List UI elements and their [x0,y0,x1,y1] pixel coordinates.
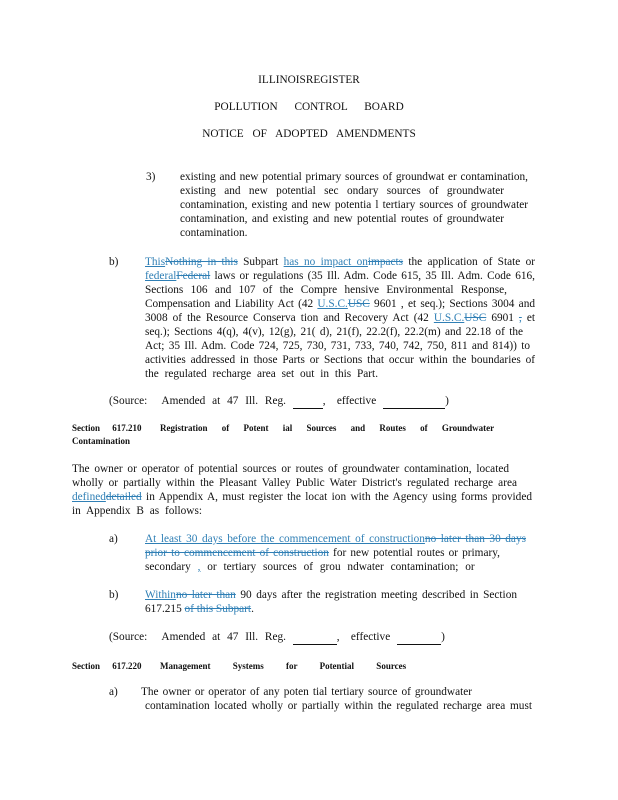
deletion: Federal [176,270,211,282]
section-220-title: Management Systems for Potential Sources [160,661,407,671]
section-220-number: Section 617.220 [72,661,142,671]
item-b-marker: b) [109,256,119,268]
effective-date-blank [397,631,441,645]
deletion: Nothing in this [165,256,238,268]
section-210-number: Section 617.210 [72,423,142,433]
insertion: federal [145,270,177,282]
deletion: prior to commencement of construction [145,547,329,559]
section-210-title: Registration of Potent ial Sources and Routes of Groundwater [160,423,495,433]
item-3-line: existing and new potential sec ondary sources of groundwater [180,185,504,197]
item-b-line-5: 3008 of the Resource Conserva tion and Recovery Act (42 U.S.C.USC 6901 , et [145,312,535,324]
item-a220-line-1: The owner or operator of any poten tial tertiary source of groundwater [141,686,472,698]
item-a220-line-2: contamination located wholly or partially within the regulated recharge area must [145,700,532,712]
insertion: This [145,256,166,268]
insertion: U.S.C. [317,298,348,310]
para-210-line-4: in Appendix B as follows: [72,505,202,517]
register-title: ILLINOISREGISTER [258,74,360,86]
section-210-title-cont: Contamination [72,436,131,446]
insertion: At least 30 days before the commencement of construction [145,533,425,545]
insertion: , [197,561,201,573]
item-a-marker: a) [109,533,118,545]
notice-title: NOTICE OF ADOPTED AMENDMENTS [202,128,416,140]
deletion: no later than 30 days [424,533,526,545]
item-b-line-8: activities addressed in those Parts or Sections that occur within the boundaries of [145,354,535,366]
deletion: no later than [175,589,236,601]
item-3-line: contamination, and existing and new potential routes of groundwater [180,213,504,225]
item-b-line-1: ThisNothing in this Subpart has no impact onimpacts the application of State or [145,256,535,268]
deletion: impacts [367,256,404,268]
item-b2-line-1: Withinno later than 90 days after the registration meeting described in Section [145,589,517,601]
reg-page-blank [293,395,323,409]
deletion: of this Subpart [184,603,252,615]
source-note-1: (Source: Amended at 47 Ill. Reg. , effective ) [109,395,449,407]
item-b-line-2: federalFederal laws or regulations (35 Ill. Adm. Code 615, 35 Ill. Adm. Code 616, [145,270,535,282]
insertion: defined [72,491,106,503]
deletion: detailed [105,491,142,503]
reg-page-blank [293,631,337,645]
item-b-line-4: Compensation and Liability Act (42 U.S.C.USC 9601 , et seq.); Sections 3004 and [145,298,535,310]
para-210-line-3: defineddetailed in Appendix A, must register the locat ion with the Agency using forms provided [72,491,532,503]
item-b2-line-2: 617.215 of this Subpart. [145,603,254,615]
item-a-line-2: prior to commencement of construction for new potential routes or primary, [145,547,500,559]
item-b-line-9: the regulated recharge area set out in this Part. [145,368,379,380]
insertion: Within [145,589,176,601]
item-3-line: contamination. [180,227,248,239]
board-title: POLLUTION CONTROL BOARD [214,101,404,113]
insertion: U.S.C. [433,312,465,324]
item-a-line-1 [145,533,526,546]
deletion: USC [347,298,370,310]
effective-date-blank [383,395,445,409]
item-b2-marker: b) [109,589,119,601]
item-b-line-7: Act; 35 Ill. Adm. Code 724, 725, 730, 731, 733, 740, 742, 750, 811 and 814)) to [145,340,530,352]
item-b-line-6: seq.); Sections 4(q), 4(v), 12(g), 21( d), 21(f), 22.2(f), 22.2(m) and 22.18 of the [145,326,523,338]
para-210-line-1: The owner or operator of potential sources or routes of groundwater contamination, located [72,463,509,475]
source-note-2: (Source: Amended at 47 Ill. Reg. , effective ) [109,631,445,643]
deletion: , [518,312,522,324]
item-3-line: existing and new potential primary sources of groundwat er contamination, [180,171,528,183]
item-a-line-3: secondary , or tertiary sources of grou ndwater contamination; or [145,561,475,573]
item-3-line: contamination, existing and new potentia l tertiary sources of groundwater [180,199,528,211]
para-210-line-2: wholly or partially within the Pleasant Valley Public Water District's regulated recharge area [72,477,517,489]
item-b-line-3: Sections 106 and 107 of the Compre hensive Environmental Response, [145,284,507,296]
deletion: USC [464,312,487,324]
insertion: has no impact on [283,256,368,268]
item-3-marker: 3) [146,171,156,183]
item-a220-marker: a) [109,686,118,698]
